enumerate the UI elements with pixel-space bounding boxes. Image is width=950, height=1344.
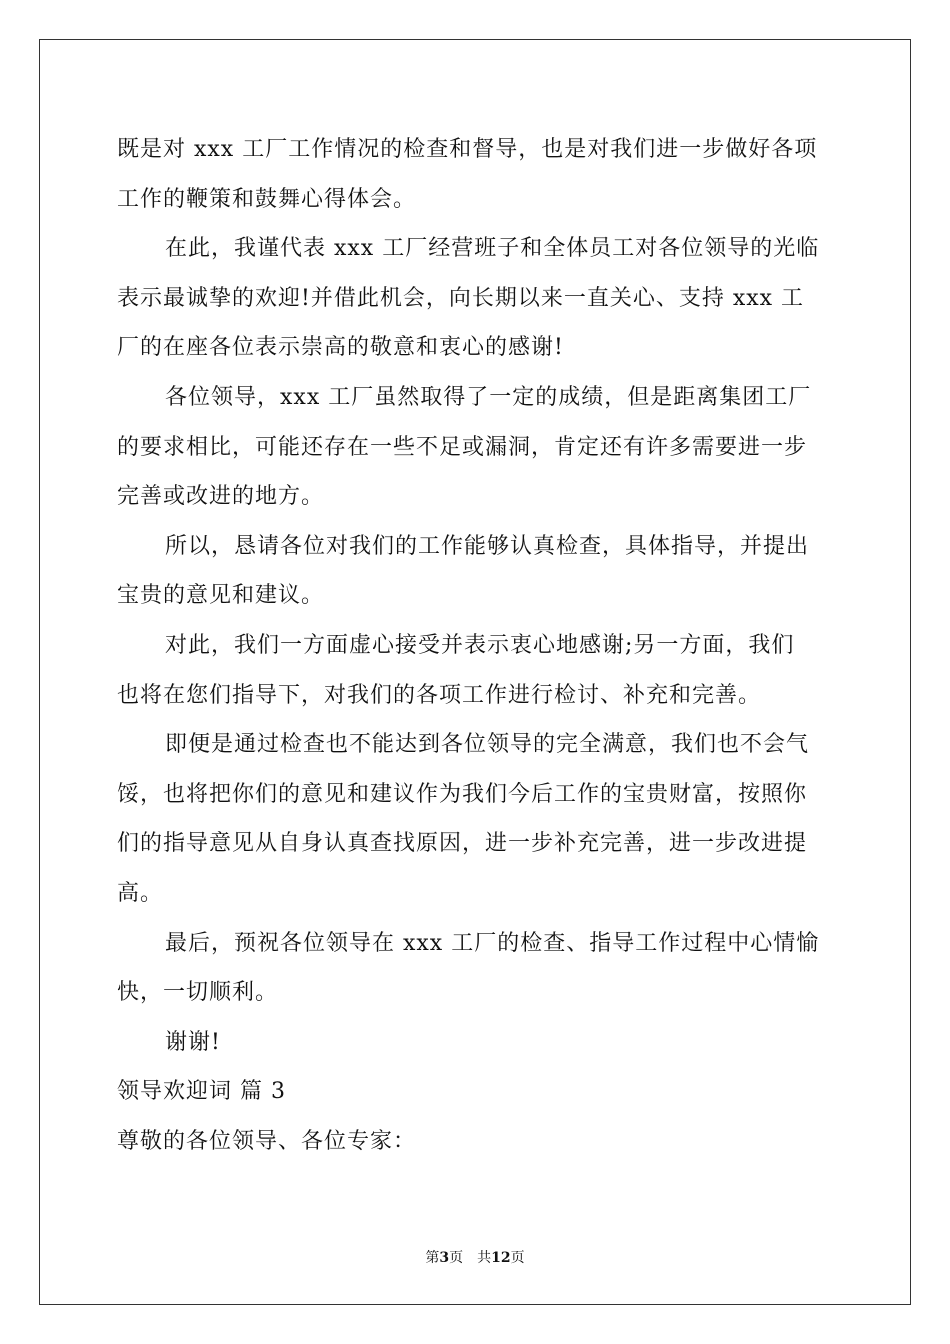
text-line: 所以，恳请各位对我们的工作能够认真检查，具体指导，并提出	[165, 533, 810, 559]
salutation-line: 尊敬的各位领导、各位专家：	[117, 1128, 417, 1154]
text-line: 最后，预祝各位领导在 xxx 工厂的检查、指导工作过程中心情愉	[165, 930, 820, 956]
text-line: 也将在您们指导下，对我们的各项工作进行检讨、补充和完善。	[117, 682, 762, 708]
text-line: 既是对 xxx 工厂工作情况的检查和督导，也是对我们进一步做好各项	[117, 137, 818, 162]
text-line: 对此，我们一方面虚心接受并表示衷心地感谢;另一方面，我们	[165, 632, 795, 658]
text-line: 表示最诚挚的欢迎!并借此机会，向长期以来一直关心、支持 xxx 工	[117, 285, 805, 311]
text-line: 即便是通过检查也不能达到各位领导的完全满意，我们也不会气	[165, 732, 810, 758]
text-line: 高。	[117, 880, 164, 906]
text-line: 宝贵的意见和建议。	[117, 583, 325, 609]
section-heading: 领导欢迎词 篇 3	[117, 1079, 286, 1105]
page-prefix: 第	[425, 1250, 440, 1266]
page-number: 3	[439, 1250, 450, 1266]
text-line: 们的指导意见从自身认真查找原因，进一步补充完善，进一步改进提	[117, 831, 808, 857]
document-body	[117, 128, 837, 1169]
text-line: 的要求相比，可能还存在一些不足或漏洞，肯定还有许多需要进一步	[117, 434, 808, 460]
total-suffix: 页	[510, 1250, 525, 1266]
text-line: 谢谢!	[165, 1029, 221, 1055]
page-suffix: 页	[449, 1250, 464, 1266]
text-line: 各位领导，xxx 工厂虽然取得了一定的成绩，但是距离集团工厂	[165, 384, 812, 410]
page-footer	[0, 1247, 950, 1267]
text-line: 在此，我谨代表 xxx 工厂经营班子和全体员工对各位领导的光临	[165, 236, 820, 262]
text-line: 厂的在座各位表示崇高的敬意和衷心的感谢!	[117, 335, 564, 361]
text-line: 完善或改进的地方。	[117, 484, 325, 510]
total-prefix: 共	[477, 1250, 492, 1266]
text-line: 快，一切顺利。	[117, 980, 279, 1006]
text-line: 工作的鞭策和鼓舞心得体会。	[117, 186, 417, 212]
total-pages: 12	[491, 1250, 511, 1266]
text-line: 馁，也将把你们的意见和建议作为我们今后工作的宝贵财富，按照你	[117, 781, 808, 807]
